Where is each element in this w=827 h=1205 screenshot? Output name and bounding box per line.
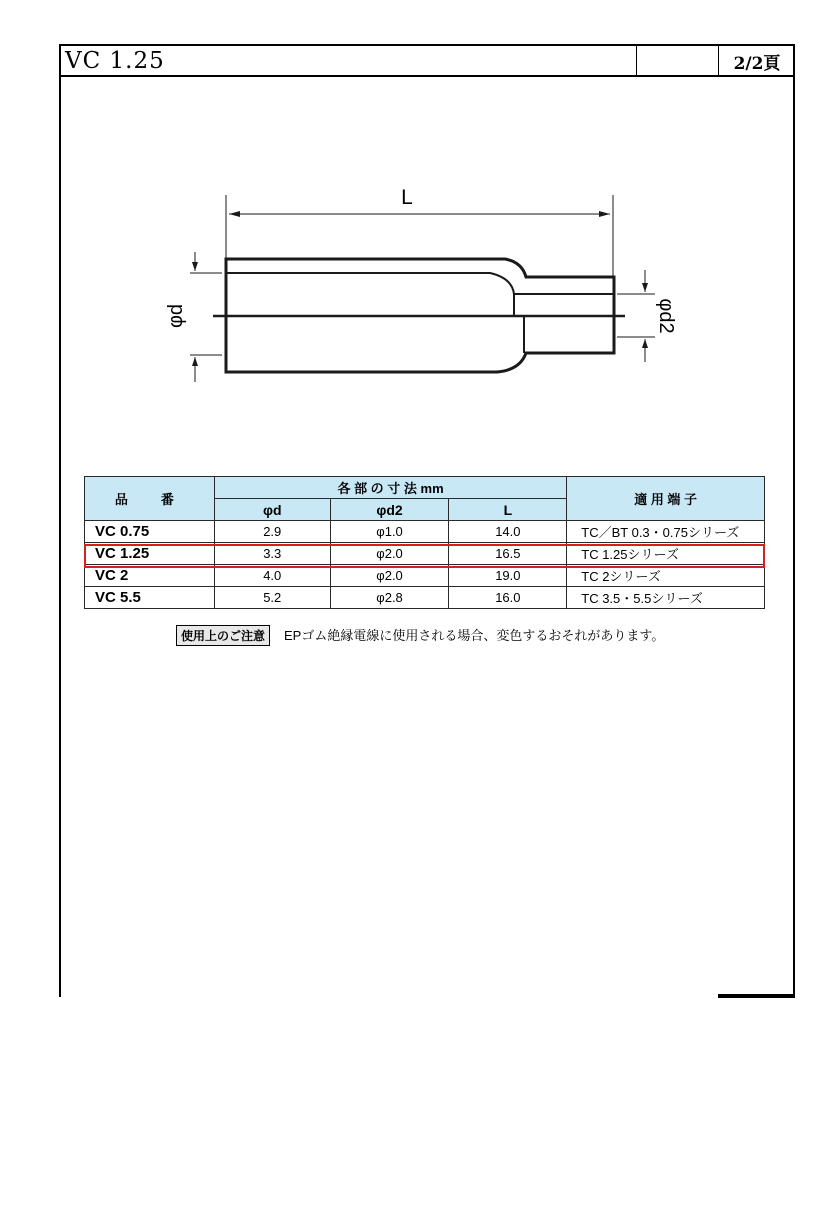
frame-bottom-mark bbox=[718, 994, 795, 998]
dim-d2-arrow-bottom bbox=[642, 339, 648, 348]
title-divider bbox=[636, 44, 637, 75]
table-row bbox=[85, 587, 765, 609]
cell-terminal: TC 2シリーズ bbox=[567, 565, 765, 587]
cell-terminal: TC 3.5・5.5シリーズ bbox=[567, 587, 765, 609]
dim-L-arrow-left bbox=[229, 211, 240, 217]
dim-d-label: φd bbox=[165, 303, 187, 329]
cell-L: 16.0 bbox=[449, 587, 567, 609]
cell-model: VC 2 bbox=[85, 565, 215, 587]
dim-d2-label: φd2 bbox=[655, 298, 677, 334]
dim-L-arrow-right bbox=[599, 211, 610, 217]
dim-d2-arrow-top bbox=[642, 283, 648, 292]
subheader-L: L bbox=[449, 499, 567, 521]
frame-left-border bbox=[59, 44, 61, 997]
caution-text: EPゴム絶縁電線に使用される場合、変色するおそれがあります。 bbox=[284, 628, 665, 643]
cell-d2: φ2.0 bbox=[330, 565, 449, 587]
subheader-d: φd bbox=[214, 499, 330, 521]
dim-L-label: L bbox=[401, 186, 413, 209]
cell-d: 2.9 bbox=[214, 521, 330, 543]
dim-d-arrow-bottom bbox=[192, 357, 198, 366]
cell-model: VC 0.75 bbox=[85, 521, 215, 543]
cell-d2: φ1.0 bbox=[330, 521, 449, 543]
subheader-d2: φd2 bbox=[330, 499, 449, 521]
cell-d2: φ2.0 bbox=[330, 543, 449, 565]
cell-d2: φ2.8 bbox=[330, 587, 449, 609]
cell-d: 3.3 bbox=[214, 543, 330, 565]
document-title: VC 1.25 bbox=[65, 48, 165, 74]
title-divider bbox=[718, 44, 719, 75]
caution-note bbox=[176, 625, 664, 646]
row-highlight-box bbox=[84, 544, 765, 568]
header-model: 品 番 bbox=[85, 477, 215, 521]
frame-right-border bbox=[793, 44, 795, 997]
dimension-table bbox=[84, 476, 765, 609]
cell-terminal: TC／BT 0.3・0.75シリーズ bbox=[567, 521, 765, 543]
title-row bbox=[59, 44, 795, 77]
cell-terminal: TC 1.25シリーズ bbox=[567, 543, 765, 565]
cap-dimension-diagram bbox=[150, 175, 677, 405]
cell-L: 19.0 bbox=[449, 565, 567, 587]
header-dimensions: 各 部 の 寸 法 mm bbox=[214, 477, 566, 499]
caution-label: 使用上のご注意 bbox=[176, 625, 270, 646]
table-row bbox=[85, 521, 765, 543]
cell-L: 16.5 bbox=[449, 543, 567, 565]
cell-model: VC 5.5 bbox=[85, 587, 215, 609]
page-number: 2/2頁 bbox=[733, 54, 781, 74]
cell-d: 4.0 bbox=[214, 565, 330, 587]
cell-model: VC 1.25 bbox=[85, 543, 215, 565]
cell-d: 5.2 bbox=[214, 587, 330, 609]
header-terminal: 適 用 端 子 bbox=[567, 477, 765, 521]
cell-L: 14.0 bbox=[449, 521, 567, 543]
dim-d-arrow-top bbox=[192, 262, 198, 271]
